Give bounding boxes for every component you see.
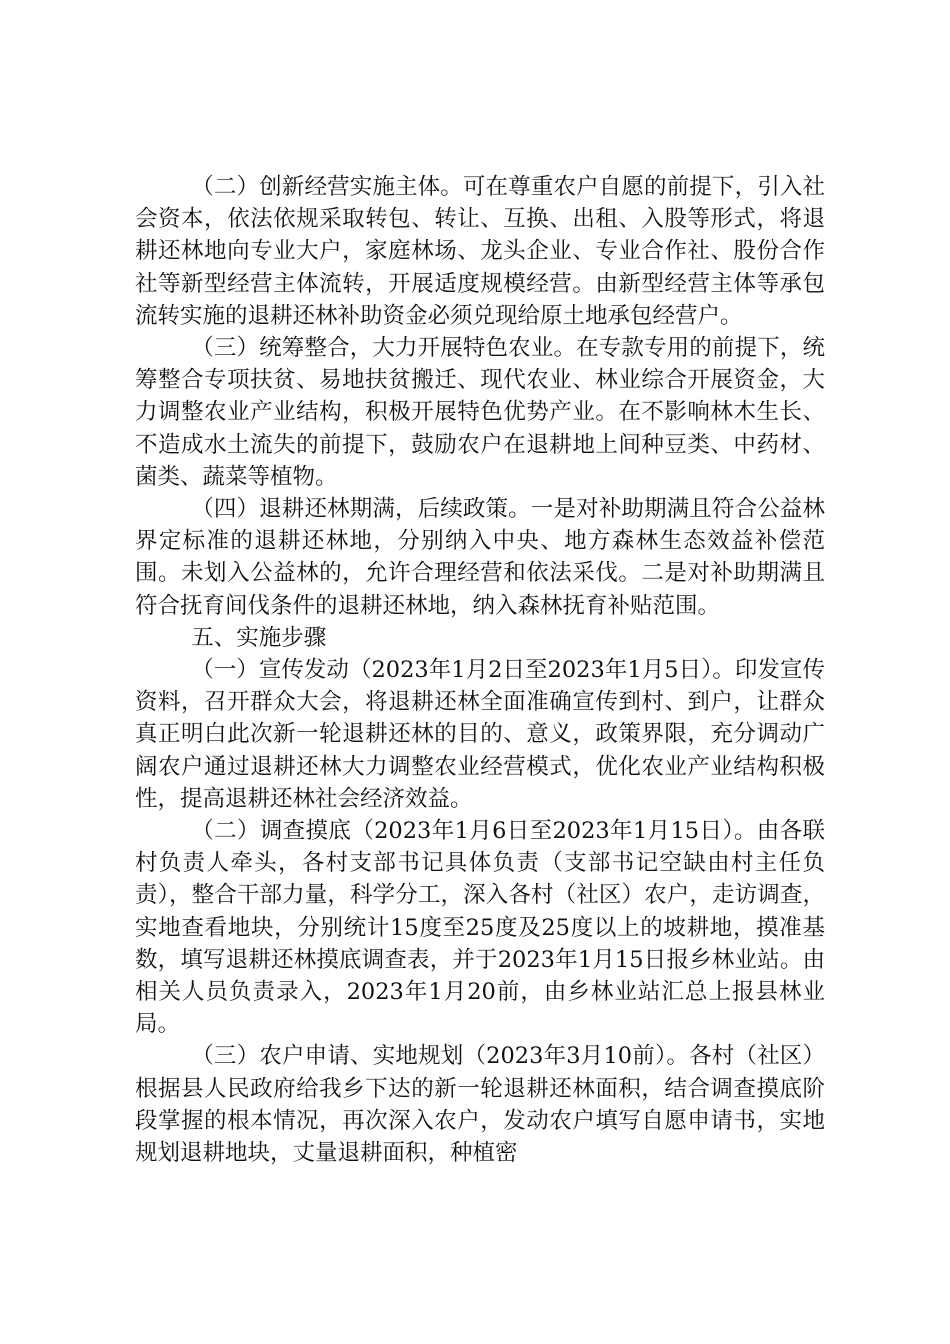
paragraph-survey: （二）调查摸底（2023年1月6日至2023年1月15日）。由各联村负责人牵头，各村支部书记具体负责（支部书记空缺由村主任负责），整合干部力量，科学分工，深入各村（社区）农户，走访调查，实地查看地块，分别统计15度至25度及25度以上的坡耕地，摸准基数，填写退耕还林摸底调查表，并于2023年1月15日报乡林业站。由相关人员负责录入，2023年1月20前，由乡林业站汇总上报县林业局。 [135, 818, 825, 1038]
section-heading-implementation-steps: 五、实施步骤 [191, 624, 327, 651]
paragraph-characteristic-agriculture: （三）统筹整合，大力开展特色农业。在专款专用的前提下，统筹整合专项扶贫、易地扶贫搬迁、现代农业、林业综合开展资金，大力调整农业产业结构，积极开展特色优势产业。在不影响林木生长、不造成水土流失的前提下，鼓励农户在退耕地上间种豆类、中药材、菌类、蔬菜等植物。 [135, 335, 825, 490]
paragraph-expiry-policy: （四）退耕还林期满，后续政策。一是对补助期满且符合公益林界定标准的退耕还林地，分别纳入中央、地方森林生态效益补偿范围。未划入公益林的，允许合理经营和依法采伐。二是对补助期满且符合抚育间伐条件的退耕还林地，纳入森林抚育补贴范围。 [135, 496, 825, 619]
document-body [135, 171, 825, 1169]
paragraph-publicity: （一）宣传发动（2023年1月2日至2023年1月5日）。印发宣传资料，召开群众大会，将退耕还林全面准确宣传到村、到户，让群众真正明白此次新一轮退耕还林的目的、意义，政策界限，充分调动广阔农户通过退耕还林大力调整农业经营模式，优化农业产业结构积极性，提高退耕还林社会经济效益。 [135, 657, 825, 812]
paragraph-application-planning: （三）农户申请、实地规划（2023年3月10前）。各村（社区）根据县人民政府给我乡下达的新一轮退耕还林面积，结合调查摸底阶段掌握的根本情况，再次深入农户，发动农户填写自愿申请书，实地规划退耕地块，丈量退耕面积，种植密 [135, 1043, 825, 1167]
paragraph-innovate-operators: （二）创新经营实施主体。可在尊重农户自愿的前提下，引入社会资本，依法依规采取转包、转让、互换、出租、入股等形式，将退耕还林地向专业大户，家庭林场、龙头企业、专业合作社、股份合作社等新型经营主体流转，开展适度规模经营。由新型经营主体等承包流转实施的退耕还林补助资金必须兑现给原土地承包经营户。 [135, 174, 825, 329]
